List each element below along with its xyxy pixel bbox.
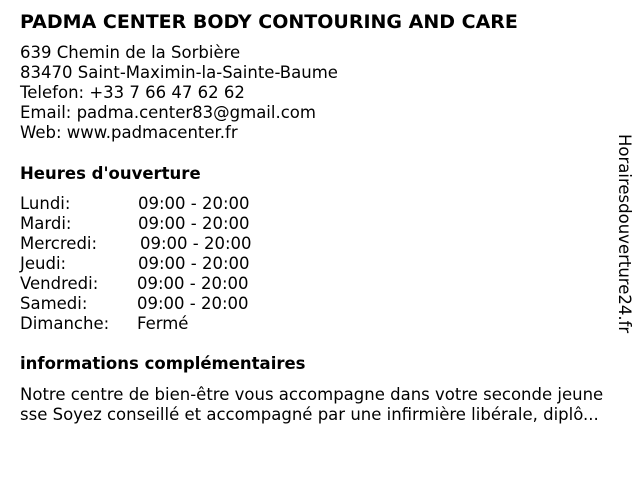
hours-row-sunday	[20, 314, 320, 334]
day-label: Vendredi:	[20, 274, 99, 293]
hours-row-tuesday	[20, 214, 320, 234]
hours-row-monday	[20, 194, 320, 214]
day-label: Mercredi:	[20, 234, 98, 253]
time-value: 09:00 - 20:00	[140, 234, 252, 253]
city-address: 83470 Saint-Maximin-la-Sainte-Baume	[20, 63, 338, 82]
time-value: 09:00 - 20:00	[137, 274, 249, 293]
time-value: 09:00 - 20:00	[138, 214, 250, 233]
info-line-1: Notre centre de bien-être vous accompagne dans votre seconde jeune	[20, 385, 604, 404]
time-value: 09:00 - 20:00	[137, 294, 249, 313]
contact-block	[20, 43, 338, 143]
email-address: Email: padma.center83@gmail.com	[20, 103, 316, 122]
business-title: PADMA CENTER BODY CONTOURING AND CARE	[20, 11, 518, 33]
day-label: Jeudi:	[20, 254, 67, 273]
watermark-text: Horairesdouverture24.fr	[615, 134, 634, 334]
info-description	[20, 385, 632, 425]
hours-heading: Heures d'ouverture	[20, 164, 201, 183]
time-value: 09:00 - 20:00	[138, 254, 250, 273]
time-value: Fermé	[137, 314, 189, 333]
hours-row-thursday	[20, 254, 320, 274]
opening-hours-table	[20, 194, 320, 334]
info-line-2: sse Soyez conseillé et accompagné par une infirmière libérale, diplô...	[20, 405, 599, 424]
hours-row-saturday	[20, 294, 320, 314]
phone-number: Telefon: +33 7 66 47 62 62	[20, 83, 245, 102]
info-heading: informations complémentaires	[20, 354, 306, 373]
day-label: Dimanche:	[20, 314, 110, 333]
hours-row-friday	[20, 274, 320, 294]
day-label: Mardi:	[20, 214, 72, 233]
time-value: 09:00 - 20:00	[138, 194, 250, 213]
day-label: Samedi:	[20, 294, 88, 313]
day-label: Lundi:	[20, 194, 71, 213]
website: Web: www.padmacenter.fr	[20, 123, 238, 142]
hours-row-wednesday	[20, 234, 320, 254]
street-address: 639 Chemin de la Sorbière	[20, 43, 241, 62]
